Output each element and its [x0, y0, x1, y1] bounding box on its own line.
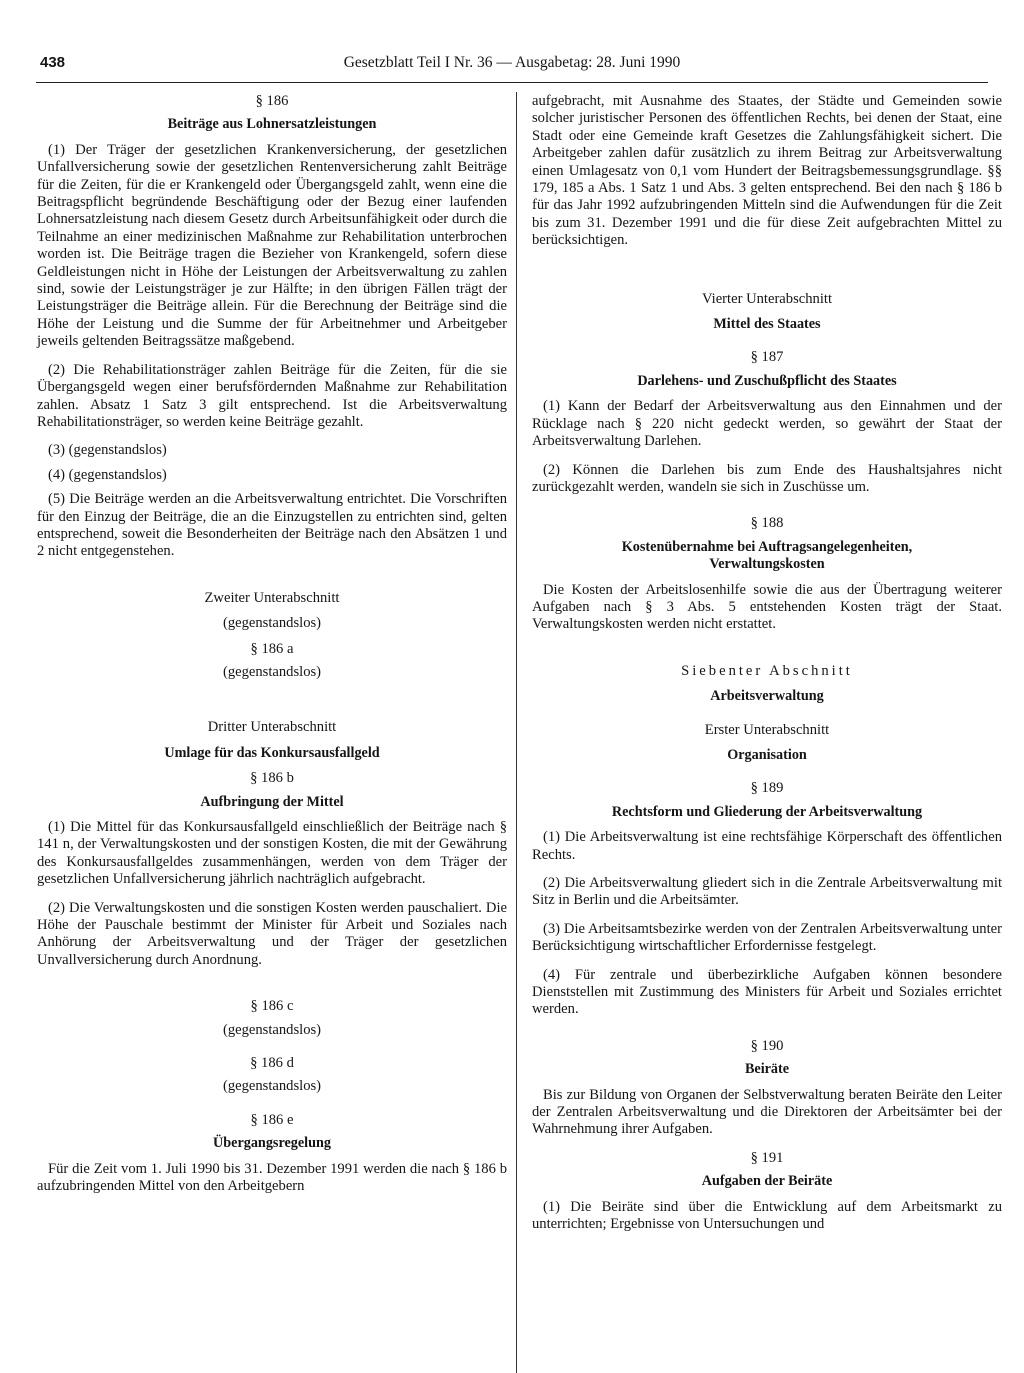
paragraph: (2) Die Rehabilitationsträger zahlen Beiträge für die Zeiten, für die sie Übergangsgeld wegen einer berufsfördernden Maßnahme zur Rehabilitation zahlen. Absatz 1 Satz 3 gilt entsprechend. Ist die Arbeitsverwaltung Rehabilitationsträger, so werden keine Beiträge gezahlt. [37, 361, 507, 430]
paragraph: (4) Für zentrale und überbezirkliche Aufgaben können besondere Dienststellen mit Zustimmung des Ministers für Arbeit und Soziales errichtet werden. [532, 966, 1002, 1018]
chapter-title: Arbeitsverwaltung [710, 688, 824, 705]
subsection-title: Organisation [727, 746, 807, 763]
section-status: (gegenstandslos) [222, 663, 322, 680]
section-status: (gegenstandslos) [222, 1078, 322, 1095]
section-title: Verwaltungskosten [709, 556, 825, 573]
section-title: Kostenübernahme bei Auftragsangelegenheiten, [621, 538, 913, 555]
subsection-label: Zweiter Unterabschnitt [204, 589, 340, 606]
section-number: § 186 d [250, 1055, 294, 1072]
subsection-label: Erster Unterabschnitt [704, 721, 830, 738]
paragraph: (1) Der Träger der gesetzlichen Krankenversicherung, der gesetzlichen Unfallversicherung sowie der gesetzlichen Rentenversicherung zahlt Beiträge für die Zeiten, für die er Krankengeld oder Übergangsgeld zahlt, wenn eine die Beitragspflicht begründende Beschäftigung oder der Bezug einer laufenden Lohnersatzleistung nach diesem Gesetz durch Arbeitsunfähigkeit oder durch die Teilnahme an einer medizinischen Maßnahme zur Rehabilitation unterbrochen worden ist. Die Beiträge tragen die Bezieher von Krankengeld, sofern diese Geldleistungen nicht in Höhe der Leistungen der Arbeitsverwaltung zu zahlen sind, sowie der Leistungsträger je zur Hälfte; in den übrigen Fällen trägt der Leistungsträger die Beiträge allein. Für die Berechnung der Beiträge sind die Höhe der Leistung und die Summe der für Arbeitnehmer und Arbeitgeber jeweils geltenden Beitragssätze maßgebend. [37, 141, 507, 350]
paragraph-continued: aufgebracht, mit Ausnahme des Staates, der Städte und Gemeinden sowie solcher juristischer Personen des öffentlichen Rechts, bei denen der Staat, eine Stadt oder eine Gemeinde kraft Gesetzes die Zahlungsfähigkeit sichert. Die Arbeitgeber zahlen dafür zusätzlich zu ihrem Beitrag zur Arbeitsverwaltung einen Umlagesatz von 0,1 vom Hundert der Beitragsbemessungsgrundlage. §§ 179, 185 a Abs. 1 Satz 1 und Abs. 3 gelten entsprechend. Bei den nach § 186 b für das Jahr 1992 aufzubringenden Mitteln sind die Aufwendungen für die Zeit bis zum 31. Dezember 1991 und die für diese Zeit aufgebrachten Mittel zu berücksichtigen. [532, 93, 1002, 249]
section-title: Aufgaben der Beiräte [701, 1173, 833, 1190]
paragraph: (4) (gegenstandslos) [48, 466, 167, 483]
left-column [37, 93, 507, 1207]
section-title: Rechtsform und Gliederung der Arbeitsverwaltung [611, 803, 923, 820]
section-number: § 188 [750, 515, 784, 532]
subsection-title: Umlage für das Konkursausfallgeld [164, 744, 380, 761]
section-title: Beiräte [744, 1061, 790, 1078]
section-number: § 191 [750, 1149, 784, 1166]
section-title: Übergangsregelung [213, 1135, 331, 1152]
paragraph: (5) Die Beiträge werden an die Arbeitsverwaltung entrichtet. Die Vorschriften für den Einzug der Beiträge, die an die Einzugstellen zu entrichten sind, gelten entsprechend, soweit die Besonderheiten der Beiträge nach den Absätzen 1 und 2 nicht entgegenstehen. [37, 491, 507, 560]
subsection-status: (gegenstandslos) [222, 615, 322, 632]
running-head: Gesetzblatt Teil I Nr. 36 — Ausgabetag: 28. Juni 1990 [343, 54, 681, 71]
paragraph: (1) Die Mittel für das Konkursausfallgeld einschließlich der Beiträge nach § 141 n, der Verwaltungskosten und der sonstigen Kosten, die mit der Gewährung des Konkursausfallgeldes zusammenhängen, werden von dem Träger der gesetzlichen Unfallversicherung jährlich nachträglich aufgebracht. [37, 819, 507, 888]
paragraph: Die Kosten der Arbeitslosenhilfe sowie die aus der Übertragung weiterer Aufgaben nach § 3 Abs. 5 entstehenden Kosten trägt der Staat. Verwaltungskosten werden nicht erstattet. [532, 581, 1002, 633]
section-number: § 190 [750, 1037, 784, 1054]
paragraph: (1) Kann der Bedarf der Arbeitsverwaltung aus den Einnahmen und der Rücklage nach § 220 nicht gedeckt werden, so gewährt der Staat der Arbeitsverwaltung Darlehen. [532, 398, 1002, 450]
section-number: § 189 [750, 780, 784, 797]
paragraph: (2) Können die Darlehen bis zum Ende des Haushaltsjahres nicht zurückgezahlt werden, wandeln sie sich in Zuschüsse um. [532, 461, 1002, 495]
right-column [532, 93, 1002, 1245]
section-title: Darlehens- und Zuschußpflicht des Staates [637, 372, 897, 389]
header-rule [36, 82, 988, 83]
section-number: § 186 b [250, 770, 294, 787]
paragraph: (2) Die Arbeitsverwaltung gliedert sich in die Zentrale Arbeitsverwaltung mit Sitz in Berlin und die Arbeitsämter. [532, 875, 1002, 909]
paragraph: (2) Die Verwaltungskosten und die sonstigen Kosten werden pauschaliert. Die Höhe der Pauschale bestimmt der Minister für Arbeit und Soziales nach Anhörung der Arbeitsverwaltung und der Träger der gesetzlichen Unvallversicherung durch Anordnung. [37, 899, 507, 968]
subsection-label: Dritter Unterabschnitt [207, 719, 337, 736]
section-number: § 186 c [250, 998, 294, 1015]
paragraph: (3) (gegenstandslos) [48, 442, 167, 459]
section-number: § 186 [255, 93, 289, 109]
subsection-label: Vierter Unterabschnitt [701, 290, 832, 307]
paragraph: (1) Die Beiräte sind über die Entwicklung auf dem Arbeitsmarkt zu unterrichten; Ergebnisse von Untersuchungen und [532, 1198, 1002, 1233]
paragraph: (3) Die Arbeitsamtsbezirke werden von der Zentralen Arbeitsverwaltung unter Berücksichtigung wirtschaftlicher Erfordernisse festgelegt. [532, 920, 1002, 955]
section-number: § 186 e [250, 1111, 294, 1128]
paragraph: Bis zur Bildung von Organen der Selbstverwaltung beraten Beiräte den Leiter der Zentralen Arbeitsverwaltung und die Direktoren der Arbeitsämter bei der Wahrnehmung ihrer Aufgaben. [532, 1086, 1002, 1138]
page-header [36, 54, 988, 78]
section-number: § 187 [750, 349, 784, 366]
page-number: 438 [40, 54, 66, 71]
paragraph: Für die Zeit vom 1. Juli 1990 bis 31. Dezember 1991 werden die nach § 186 b aufzubringenden Mittel von den Arbeitgebern [37, 1160, 507, 1195]
section-status: (gegenstandslos) [222, 1021, 322, 1038]
paragraph: (1) Die Arbeitsverwaltung ist eine rechtsfähige Körperschaft des öffentlichen Rechts. [532, 829, 1002, 863]
column-divider [516, 92, 517, 1373]
section-number: § 186 a [250, 640, 294, 657]
section-title: Aufbringung der Mittel [200, 793, 344, 810]
chapter-label: Siebenter Abschnitt [681, 662, 853, 679]
section-title: Beiträge aus Lohnersatzleistungen [167, 116, 377, 133]
subsection-title: Mittel des Staates [713, 316, 821, 333]
